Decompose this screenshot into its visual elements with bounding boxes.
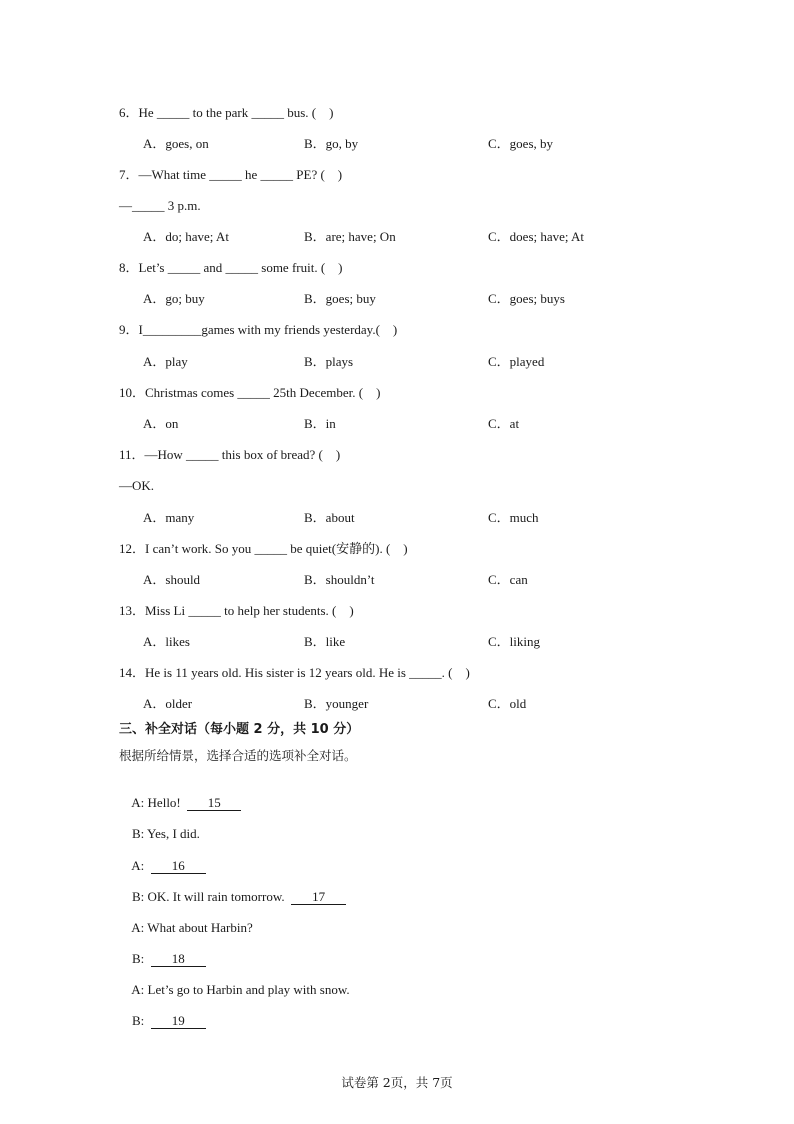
question-8-option-a: A．go; buy	[143, 291, 205, 306]
question-11-option-b: B．about	[304, 510, 355, 525]
question-13-stem: 13．Miss Li _____ to help her students. ( )	[119, 603, 354, 618]
dialogue-line-text: B:	[132, 1013, 151, 1028]
question-12-option-c: C．can	[488, 572, 528, 587]
question-9-option-a: A．play	[143, 354, 188, 369]
question-10-stem: 10．Christmas comes _____ 25th December. ( )	[119, 385, 381, 400]
question-14-stem: 14．He is 11 years old. His sister is 12 years old. He is _____. ( )	[119, 665, 470, 680]
question-9-option-b: B．plays	[304, 354, 354, 369]
question-7-stem: 7．—What time _____ he _____ PE? ( )	[119, 167, 343, 182]
dialogue-line-8	[119, 997, 206, 1045]
answer-blank-18[interactable]: 18	[151, 952, 206, 967]
dialogue-line-text: A: Let’s go to Harbin and play with snow.	[131, 982, 350, 997]
question-11-option-c: C．much	[488, 510, 539, 525]
question-12-option-b: B．shouldn’t	[304, 572, 375, 587]
question-8-stem: 8．Let’s _____ and _____ some fruit. ( )	[119, 260, 343, 275]
question-6-stem: 6．He _____ to the park _____ bus. ( )	[119, 105, 334, 120]
question-14-option-b: B．younger	[304, 696, 369, 711]
question-10-option-a: A．on	[143, 416, 179, 431]
question-10-option-c: C．at	[488, 416, 520, 431]
question-8-option-c: C．goes; buys	[488, 291, 565, 306]
section-3-instruction: 根据所给情景，选择合适的选项补全对话。	[119, 748, 357, 763]
question-9-stem: 9．I_________games with my friends yesterday.( )	[119, 322, 398, 337]
question-7-stem-reply: —_____ 3 p.m.	[119, 198, 201, 213]
question-13-option-a: A．likes	[143, 634, 190, 649]
question-6-option-a: A．goes, on	[143, 136, 209, 151]
question-11-stem: 11．—How _____ this box of bread? ( )	[119, 447, 341, 462]
question-7-option-a: A．do; have; At	[143, 229, 229, 244]
dialogue-line-text: B: OK. It will rain tomorrow.	[132, 889, 292, 904]
answer-blank-16[interactable]: 16	[151, 859, 206, 874]
dialogue-line-text: A: What about Harbin?	[131, 920, 253, 935]
question-8-option-b: B．goes; buy	[304, 291, 376, 306]
dialogue-line-text: A:	[131, 858, 151, 873]
question-6-option-c: C．goes, by	[488, 136, 554, 151]
answer-blank-17[interactable]: 17	[291, 890, 346, 905]
dialogue-line-text: B: Yes, I did.	[132, 826, 200, 841]
question-13-option-c: C．liking	[488, 634, 541, 649]
question-14-option-a: A．older	[143, 696, 193, 711]
question-11-stem-reply: —OK.	[119, 478, 155, 493]
question-7-option-b: B．are; have; On	[304, 229, 396, 244]
answer-blank-19[interactable]: 19	[151, 1014, 206, 1029]
dialogue-line-text: A: Hello!	[131, 795, 188, 810]
question-9-option-c: C．played	[488, 354, 545, 369]
question-11-option-a: A．many	[143, 510, 195, 525]
question-10-option-b: B．in	[304, 416, 336, 431]
question-13-option-b: B．like	[304, 634, 346, 649]
answer-blank-15[interactable]: 15	[187, 796, 241, 811]
question-12-stem: 12．I can’t work. So you _____ be quiet(安静的). ( )	[119, 541, 408, 556]
dialogue-line-text: B:	[132, 951, 151, 966]
question-12-option-a: A．should	[143, 572, 201, 587]
question-6-option-b: B．go, by	[304, 136, 359, 151]
question-7-option-c: C．does; have; At	[488, 229, 585, 244]
question-14-option-c: C．old	[488, 696, 527, 711]
section-3-title: 三、补全对话（每小题 2 分，共 10 分）	[119, 722, 360, 737]
page-footer: 试卷第 2页，共 7页	[341, 1075, 453, 1090]
